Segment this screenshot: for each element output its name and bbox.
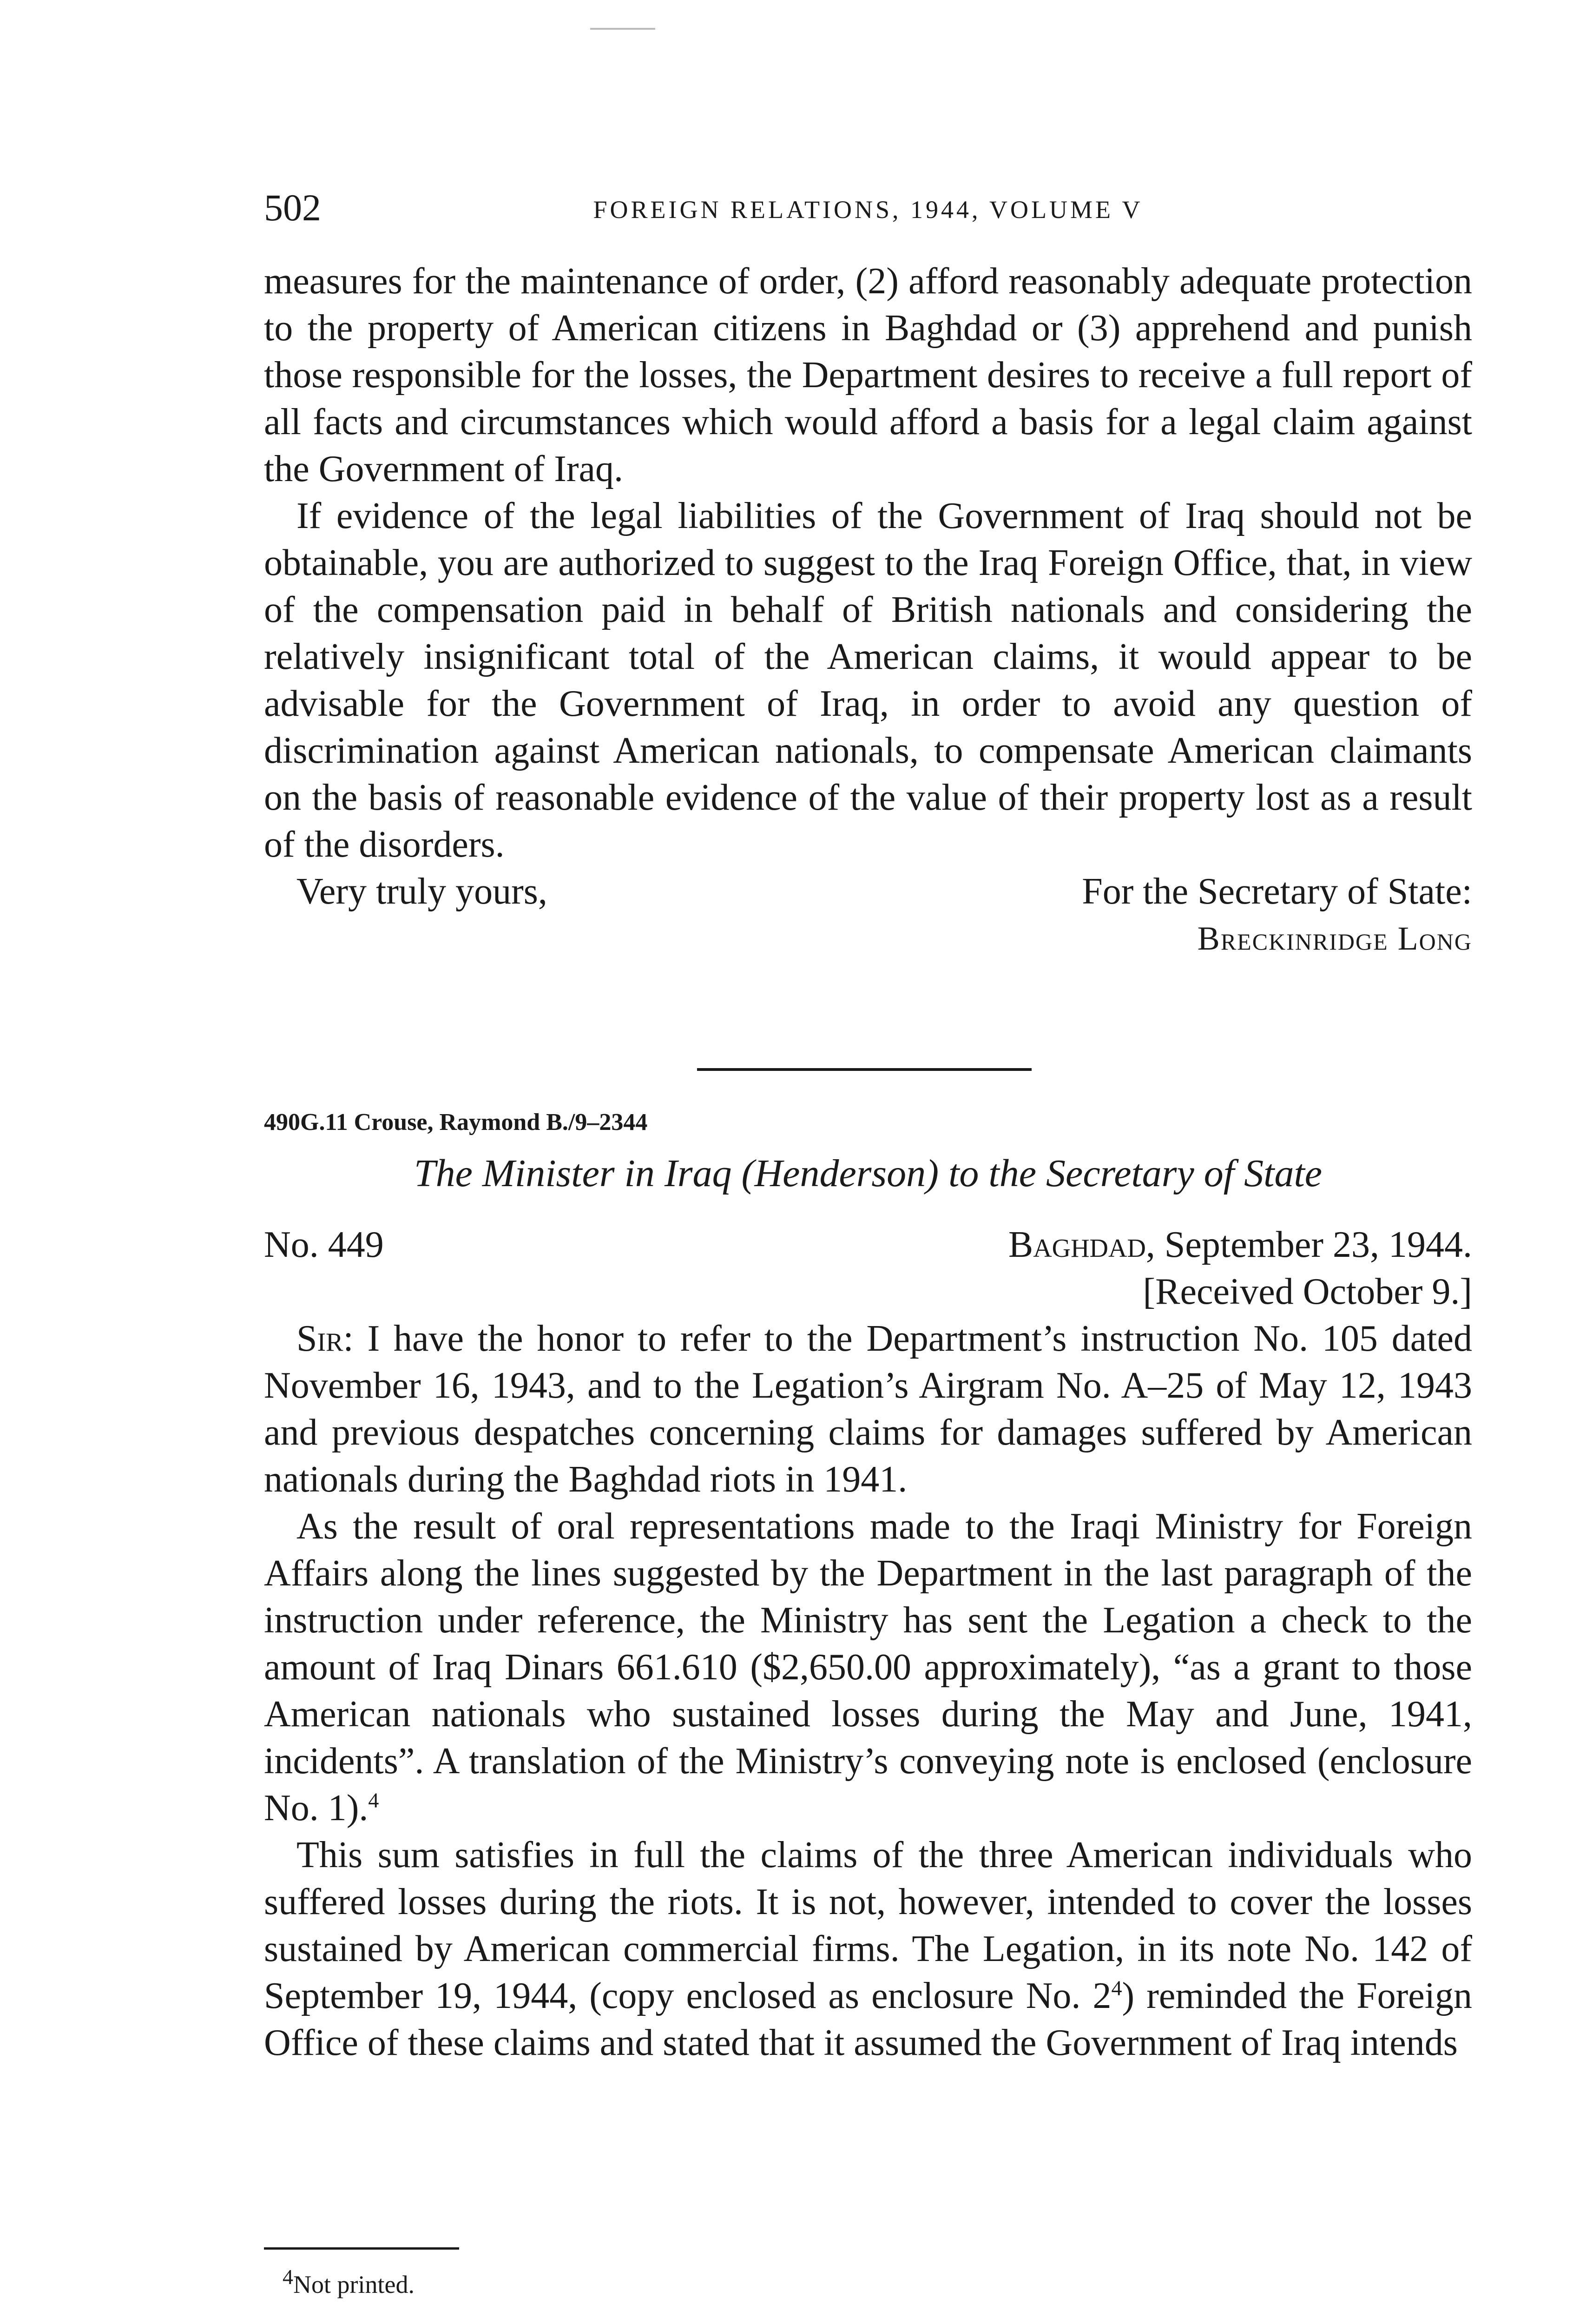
document-section: [264, 1106, 1472, 2067]
paragraph: measures for the maintenance of order, (2) afford reasonably adequate protection to the property of American citizens in Baghdad or (3) apprehend and punish those responsible for the losses, the Department desires to receive a full report of all facts and circumstances which would afford a basis for a legal claim against the Government of Iraq.: [264, 261, 1472, 489]
paragraph-text: ) reminded the Foreign Office of these claims and stated that it assumed the Government of Iraq intends: [264, 1975, 1473, 2063]
paragraph: If evidence of the legal liabilities of the Government of Iraq should not be obtainable, you are authorized to suggest to the Iraq Foreign Office, that, in view of the compensation paid in behalf of British nationals and considering the relatively insignificant total of the American claims, it would appear to be advisable for the Government of Iraq, in order to avoid any question of discrimination against American nationals, to compensate American claimants on the basis of reasonable evidence of the value of their property lost as a result of the disorders.: [264, 495, 1472, 865]
place: Baghdad,: [1008, 1224, 1155, 1265]
page-number: 502: [264, 186, 321, 229]
footnote-ref: 4: [368, 1788, 379, 1812]
file-number: 490G.11 Crouse, Raymond B./9–2344: [264, 1109, 648, 1136]
footnote-marker: 4: [283, 2265, 293, 2289]
document-title: The Minister in Iraq (Henderson) to the Secretary of State: [414, 1152, 1323, 1195]
closing: Very truly yours,: [296, 871, 547, 912]
footnote: [264, 2265, 1491, 2301]
footnote-ref: 4: [1111, 1976, 1122, 2000]
paragraph: [264, 1503, 1472, 1832]
page-header: [264, 186, 1472, 237]
section-divider: [697, 1068, 1032, 1071]
paragraph-text: I have the honor to refer to the Department’s instruction No. 105 dated November 16, 1943, and to the Legation’s Airgram No. A–25 of May 12, 1943 and previous despatches concerning claims for damages suffered by American nationals during the Baghdad riots in 1941.: [264, 1318, 1472, 1500]
signature: Breckinridge Long: [1197, 920, 1472, 957]
date: September 23, 1944.: [1164, 1224, 1472, 1265]
received-date: [Received October 9.]: [1143, 1271, 1472, 1312]
dateline: [264, 1221, 1472, 1268]
footnote-text: Not printed.: [293, 2271, 415, 2298]
running-head: FOREIGN RELATIONS, 1944, VOLUME V: [593, 196, 1143, 224]
paragraph: [264, 1315, 1472, 1503]
paragraph-text: This sum satisfies in full the claims of the three American individuals who suffered losses during the riots. It is not, however, intended to cover the losses sustained by American commercial firms. The Legation, in its note No. 142 of September 19, 1944, (copy enclosed as enclosure No. 2: [264, 1835, 1472, 2016]
for-secretary: For the Secretary of State:: [1082, 871, 1472, 912]
salutation: Sir:: [296, 1318, 354, 1359]
paragraph-text: As the result of oral representations made to the Iraqi Ministry for Foreign Affairs along the lines suggested by the Department in the last paragraph of the instruction under reference, the Ministry has sent the Legation a check to the amount of Iraq Dinars 661.610 ($2,650.00 approximately), “as a grant to those American nationals who sustained losses during the May and June, 1941, incidents”. A translation of the Ministry’s conveying note is enclosed (enclosure No. 1).: [264, 1506, 1472, 1829]
closing-row: [264, 868, 1472, 915]
place-date: [1008, 1221, 1472, 1268]
footnote-divider: [264, 2247, 459, 2250]
document-number: No. 449: [264, 1224, 384, 1265]
paragraph: [264, 1832, 1472, 2067]
scan-mark: [590, 28, 655, 30]
previous-letter-section: [264, 258, 1472, 962]
